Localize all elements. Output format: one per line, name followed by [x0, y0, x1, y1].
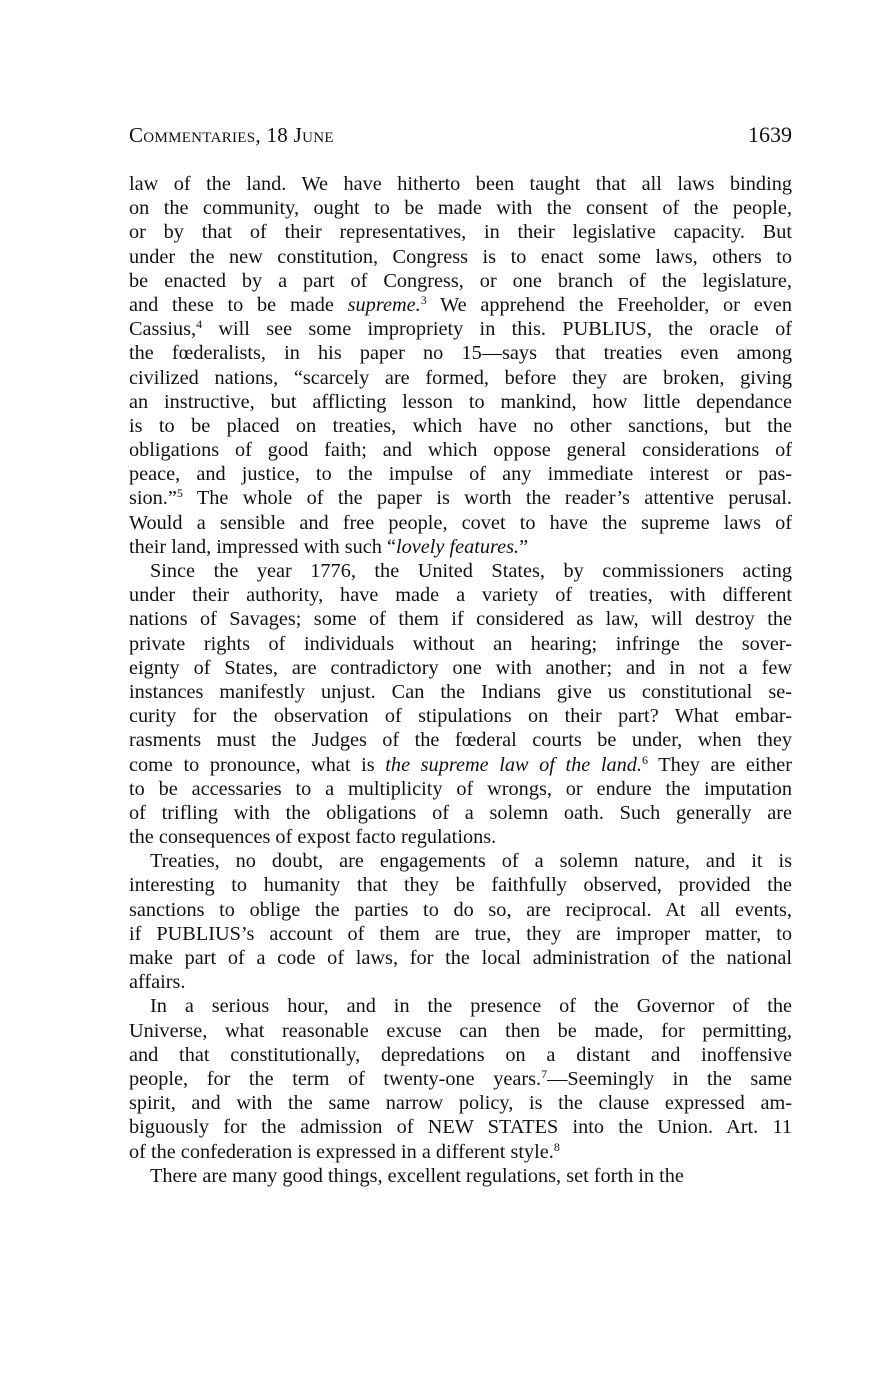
text-line	[129, 1164, 792, 1188]
running-head	[129, 120, 792, 150]
text-line	[129, 559, 792, 583]
text-line	[129, 1067, 792, 1091]
text-run: obligations of good faith; and which oppose general considerations of	[129, 439, 792, 462]
footnote-marker: 7	[541, 1066, 548, 1081]
text-run: instances manifestly unjust. Can the Indians give us constitutional se-	[129, 680, 792, 703]
text-run: is to be placed on treaties, which have no other sanctions, but the	[129, 414, 792, 437]
text-run: their land, impressed with such “	[129, 535, 396, 558]
text-line	[129, 196, 792, 220]
text-line	[129, 825, 792, 849]
text-line	[129, 293, 792, 317]
text-line	[129, 607, 792, 631]
text-run: In a serious hour, and in the presence of the Governor of the	[150, 995, 792, 1018]
text-line	[129, 898, 792, 922]
text-line	[129, 220, 792, 244]
paragraph	[129, 994, 792, 1163]
text-line	[129, 269, 792, 293]
paragraph	[129, 1164, 792, 1188]
text-run: sion.”	[129, 487, 177, 510]
text-run: of the confederation is expressed in a different style.	[129, 1140, 554, 1163]
text-run: curity for the observation of stipulations on their part? What embar-	[129, 705, 792, 728]
italic-text: lovely features.	[395, 535, 520, 558]
text-run: come to pronounce, what is	[129, 753, 386, 776]
paragraph	[129, 172, 792, 559]
text-run: sanctions to oblige the parties to do so, are reciprocal. At all events,	[129, 898, 792, 921]
text-line	[129, 849, 792, 873]
text-run: will see some impropriety in this. PUBLIUS, the oracle of	[202, 318, 792, 341]
text-line	[129, 994, 792, 1018]
text-line	[129, 511, 792, 535]
text-line	[129, 801, 792, 825]
text-run: civilized nations, “scarcely are formed, before they are broken, giving	[129, 366, 792, 389]
text-line	[129, 414, 792, 438]
text-run: peace, and justice, to the impulse of any immediate interest or pas-	[129, 463, 792, 486]
text-run: interesting to humanity that they be faithfully observed, provided the	[129, 874, 792, 897]
text-run: be enacted by a part of Congress, or one branch of the legislature,	[129, 269, 792, 292]
text-run: law of the land. We have hitherto been taught that all laws binding	[129, 173, 792, 195]
footnote-marker: 4	[196, 317, 203, 332]
text-run: under the new constitution, Congress is to enact some laws, others to	[129, 245, 792, 268]
text-run: There are many good things, excellent regulations, set forth in the	[150, 1164, 684, 1187]
text-run: under their authority, have made a variety of treaties, with different	[129, 584, 792, 607]
text-line	[129, 172, 792, 196]
paragraph	[129, 559, 792, 849]
text-run: Since the year 1776, the United States, by commissioners acting	[150, 560, 792, 582]
text-run: eignty of States, are contradictory one with another; and in not a few	[129, 656, 792, 679]
text-line	[129, 777, 792, 801]
text-line	[129, 462, 792, 486]
text-run: Treaties, no doubt, are engagements of a solemn nature, and it is	[150, 850, 792, 873]
text-run: affairs.	[129, 971, 186, 994]
text-run: The whole of the paper is worth the reader’s attentive perusal.	[182, 487, 792, 510]
text-line	[129, 922, 792, 946]
text-line	[129, 656, 792, 680]
italic-text: supreme.	[347, 293, 421, 316]
footnote-marker: 6	[642, 752, 648, 767]
paragraph	[129, 849, 792, 994]
text-line	[129, 1115, 792, 1139]
text-run: ”	[519, 535, 529, 558]
text-line	[129, 317, 792, 341]
text-line	[129, 873, 792, 897]
text-run: an instructive, but afflicting lesson to mankind, how little dependance	[129, 390, 792, 413]
text-line	[129, 583, 792, 607]
text-line	[129, 632, 792, 656]
text-line	[129, 366, 792, 390]
running-title: Commentaries, 18 June	[129, 123, 334, 147]
body-text	[129, 172, 792, 1188]
italic-text: the supreme law of the land.	[385, 753, 642, 776]
text-line	[129, 680, 792, 704]
text-run: We apprehend the Freeholder, or even	[426, 293, 792, 316]
text-line	[129, 753, 792, 777]
text-line	[129, 728, 792, 752]
text-run: Universe, what reasonable excuse can then be made, for permitting,	[129, 1019, 792, 1042]
text-line	[129, 341, 792, 365]
text-run: and that constitutionally, depredations on a distant and inoffensive	[129, 1043, 792, 1066]
text-run: spirit, and with the same narrow policy, is the clause expressed am-	[129, 1092, 792, 1115]
text-run: biguously for the admission of NEW STATES into the Union. Art. 11	[129, 1116, 792, 1139]
text-run: make part of a code of laws, for the local administration of the national	[129, 947, 792, 969]
text-line	[129, 1140, 792, 1164]
text-run: the fœderalists, in his paper no 15—says that treaties even among	[129, 342, 792, 365]
text-run: on the community, ought to be made with the consent of the people,	[129, 197, 792, 220]
text-line	[129, 704, 792, 728]
text-run: to be accessaries to a multiplicity of wrongs, or endure the imputation	[129, 777, 792, 800]
page-number: 1639	[748, 122, 792, 147]
text-line	[129, 486, 792, 510]
footnote-marker: 8	[553, 1139, 560, 1154]
footnote-marker: 3	[420, 292, 427, 307]
text-run: people, for the term of twenty-one years.	[129, 1067, 542, 1090]
text-run: nations of Savages; some of them if considered as law, will destroy the	[129, 608, 792, 631]
text-run: and these to be made	[129, 293, 348, 316]
text-run: private rights of individuals without an hearing; infringe the sover-	[129, 632, 792, 655]
text-line	[129, 970, 792, 994]
text-line	[129, 1043, 792, 1067]
text-run: the consequences of expost facto regulations.	[129, 826, 497, 849]
text-line	[129, 245, 792, 269]
text-line	[129, 438, 792, 462]
text-line	[129, 1091, 792, 1115]
text-line	[129, 390, 792, 414]
footnote-marker: 5	[176, 486, 183, 501]
text-run: They are either	[648, 753, 793, 776]
text-run: —Seemingly in the same	[547, 1067, 792, 1090]
text-run: Cassius,	[129, 318, 197, 341]
text-line	[129, 946, 792, 970]
text-run: of trifling with the obligations of a solemn oath. Such generally are	[129, 801, 792, 824]
text-run: or by that of their representatives, in their legislative capacity. But	[129, 221, 792, 244]
text-run: if PUBLIUS’s account of them are true, they are improper matter, to	[129, 922, 792, 945]
text-run: rasments must the Judges of the fœderal courts be under, when they	[129, 729, 792, 752]
text-line	[129, 1019, 792, 1043]
text-line	[129, 535, 792, 559]
text-run: Would a sensible and free people, covet to have the supreme laws of	[129, 511, 792, 534]
